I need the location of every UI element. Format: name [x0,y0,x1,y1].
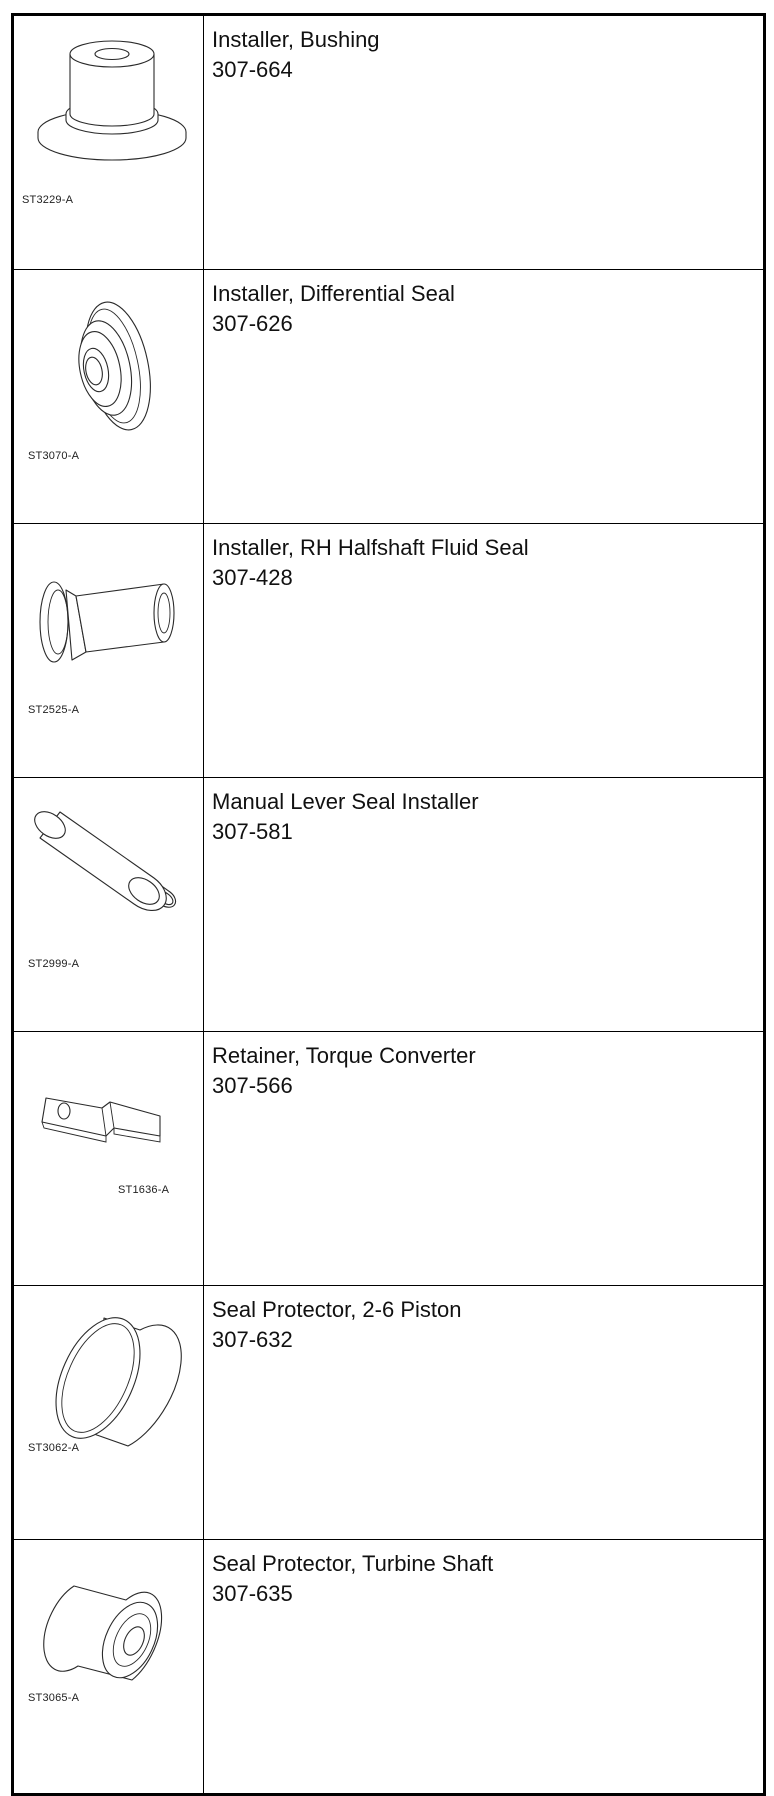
table-row [13,1286,765,1540]
tool-image-cell [13,15,204,270]
table-row [13,270,765,524]
differential-seal-installer-illustration [14,270,203,514]
bushing-installer-illustration [14,16,203,260]
tool-info-cell [204,270,765,524]
manual-lever-seal-installer-illustration [14,778,203,1022]
tool-number: 307-626 [212,311,293,336]
tool-image-cell [13,524,204,778]
tool-name: Installer, RH Halfshaft Fluid Seal [212,535,529,560]
torque-converter-retainer-illustration [14,1032,203,1276]
tool-name: Retainer, Torque Converter [212,1043,476,1068]
table-row [13,15,765,270]
tool-image-code: ST3229-A [22,194,74,206]
table-row [13,1540,765,1795]
tool-name: Seal Protector, 2-6 Piston [212,1297,462,1322]
tool-image-code: ST3062-A [28,1442,80,1454]
tool-image-cell [13,270,204,524]
tool-image-code: ST1636-A [118,1184,170,1196]
tool-number: 307-566 [212,1073,293,1098]
tool-name: Manual Lever Seal Installer [212,789,479,814]
tool-image-cell [13,1286,204,1540]
table-row [13,524,765,778]
halfshaft-seal-installer-illustration [14,524,203,768]
special-tools-table [11,13,766,1796]
tool-number: 307-632 [212,1327,293,1352]
tool-info-cell [204,1286,765,1540]
tool-image-code: ST2525-A [28,704,80,716]
tool-number: 307-635 [212,1581,293,1606]
tool-number: 307-581 [212,819,293,844]
tool-number: 307-664 [212,57,293,82]
tool-name: Installer, Bushing [212,27,380,52]
tool-image-code: ST3070-A [28,450,80,462]
tool-number: 307-428 [212,565,293,590]
tool-name: Installer, Differential Seal [212,281,455,306]
tool-info-cell [204,15,765,270]
tool-name: Seal Protector, Turbine Shaft [212,1551,494,1576]
table-row [13,778,765,1032]
piston-seal-protector-illustration [14,1286,203,1530]
tool-info-cell [204,778,765,1032]
tool-info-cell [204,524,765,778]
tool-image-cell [13,1540,204,1795]
tool-info-cell [204,1032,765,1286]
tool-image-code: ST2999-A [28,958,80,970]
tool-image-cell [13,778,204,1032]
tool-info-cell [204,1540,765,1795]
tool-image-cell [13,1032,204,1286]
tool-image-code: ST3065-A [28,1692,80,1704]
table-row [13,1032,765,1286]
turbine-shaft-seal-protector-illustration [14,1540,203,1784]
